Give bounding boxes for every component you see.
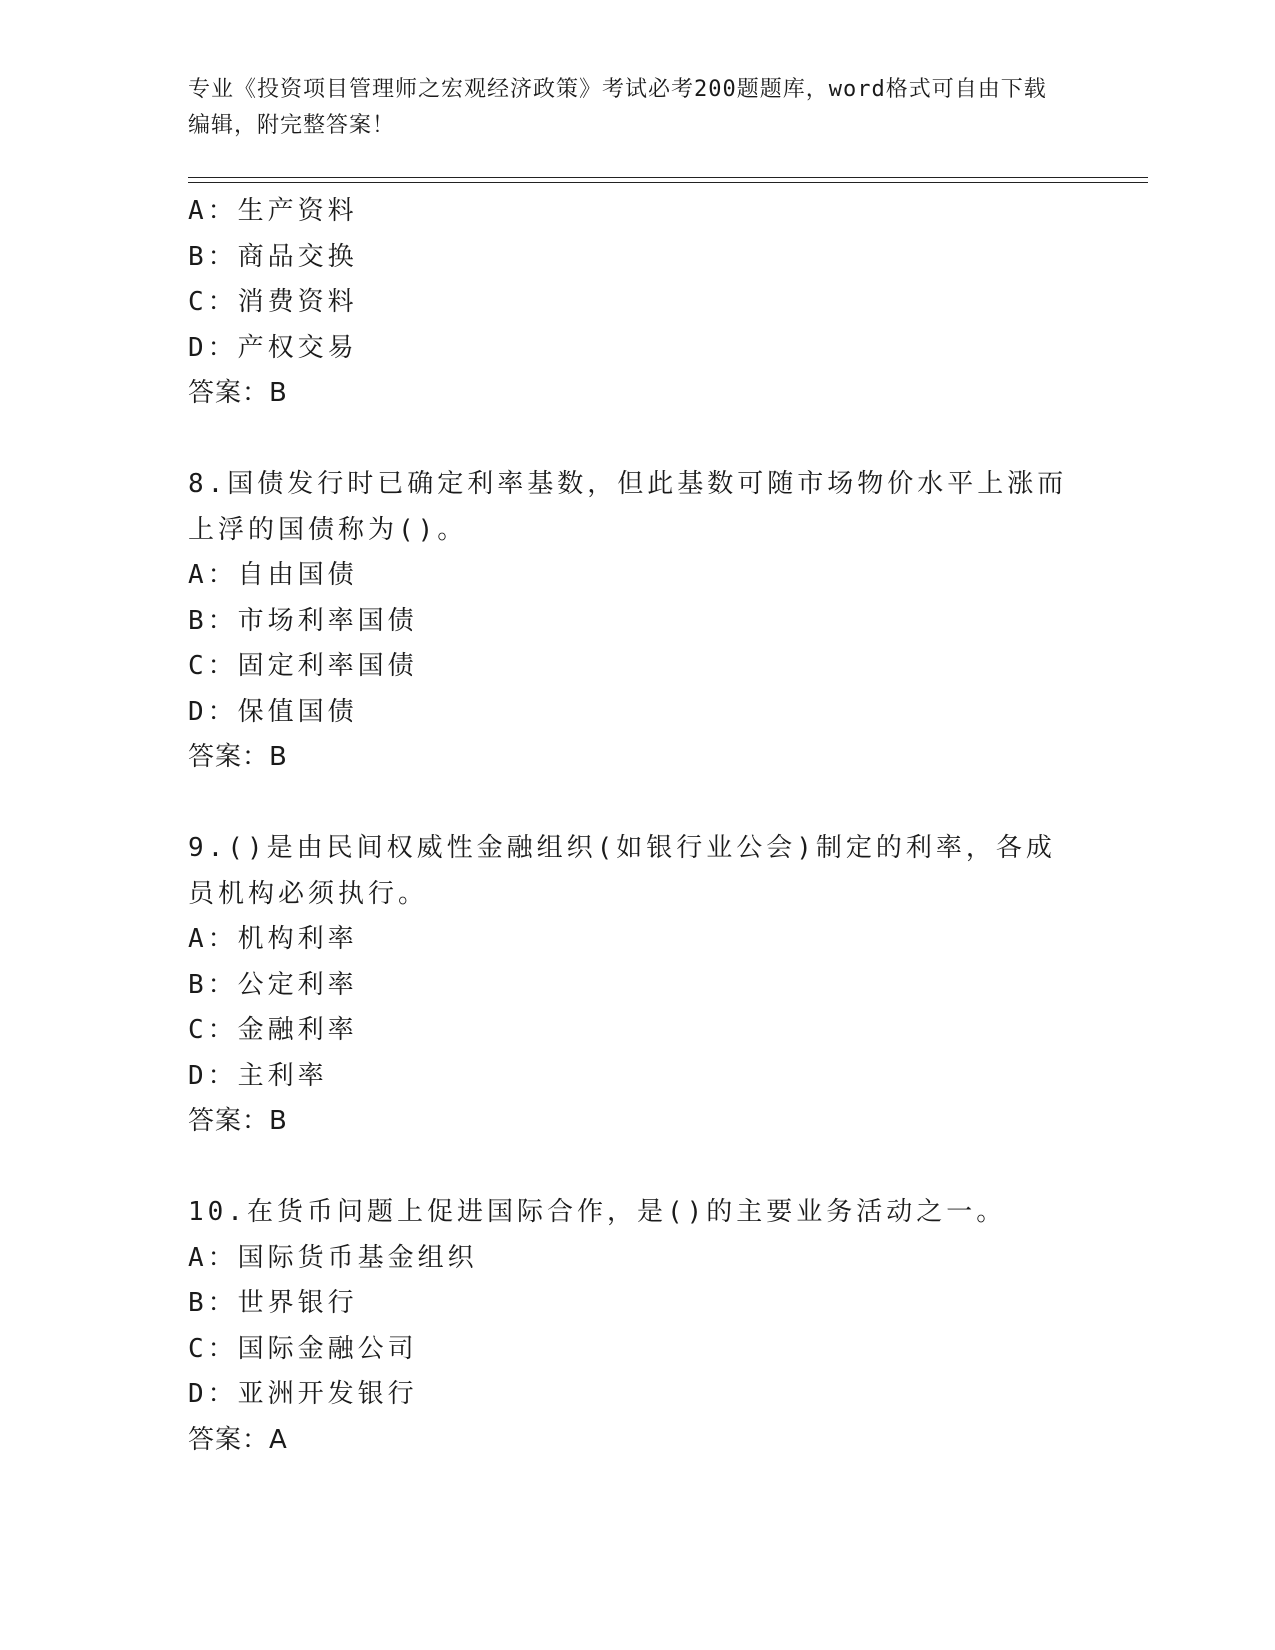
answer: 答案：A — [188, 1424, 288, 1455]
header-rule-top — [188, 177, 1148, 178]
option-c: C：消费资料 — [188, 287, 358, 317]
question-text: 8.国债发行时已确定利率基数，但此基数可随市场物价水平上涨而上浮的国债称为()。 — [188, 469, 1068, 545]
question-text: 9.()是由民间权威性金融组织(如银行业公会)制定的利率，各成员机构必须执行。 — [188, 833, 1056, 909]
option-b: B：市场利率国债 — [188, 605, 418, 636]
question-block — [188, 462, 1068, 781]
spacer — [188, 417, 1068, 463]
option-b: B：公定利率 — [188, 969, 358, 1000]
answer: 答案：B — [188, 1106, 288, 1136]
option-c: C：国际金融公司 — [188, 1333, 418, 1364]
header-rule-bottom — [188, 182, 1148, 183]
answer: 答案：B — [188, 742, 288, 772]
option-c: C：固定利率国债 — [188, 651, 418, 681]
option-a: A：生产资料 — [188, 196, 358, 226]
option-d: D：主利率 — [188, 1060, 328, 1091]
question-block — [188, 826, 1068, 1145]
option-b: B：世界银行 — [188, 1288, 358, 1318]
option-a: A：自由国债 — [188, 560, 358, 590]
option-a: A：机构利率 — [188, 924, 358, 954]
option-d: D：保值国债 — [188, 696, 358, 727]
option-d: D：产权交易 — [188, 332, 358, 363]
question-block — [188, 1190, 1068, 1463]
question-block — [188, 189, 1068, 417]
option-b: B：商品交换 — [188, 241, 358, 272]
option-a: A：国际货币基金组织 — [188, 1242, 478, 1273]
spacer — [188, 781, 1068, 827]
option-c: C：金融利率 — [188, 1015, 358, 1045]
spacer — [188, 1145, 1068, 1191]
answer: 答案：B — [188, 378, 288, 408]
document-header: 专业《投资项目管理师之宏观经济政策》考试必考200题题库，word格式可自由下载编辑，附完整答案！ — [188, 77, 1047, 138]
option-d: D：亚洲开发银行 — [188, 1379, 418, 1409]
question-text: 10.在货币问题上促进国际合作，是()的主要业务活动之一。 — [188, 1197, 1007, 1227]
question-list — [188, 189, 1068, 1463]
